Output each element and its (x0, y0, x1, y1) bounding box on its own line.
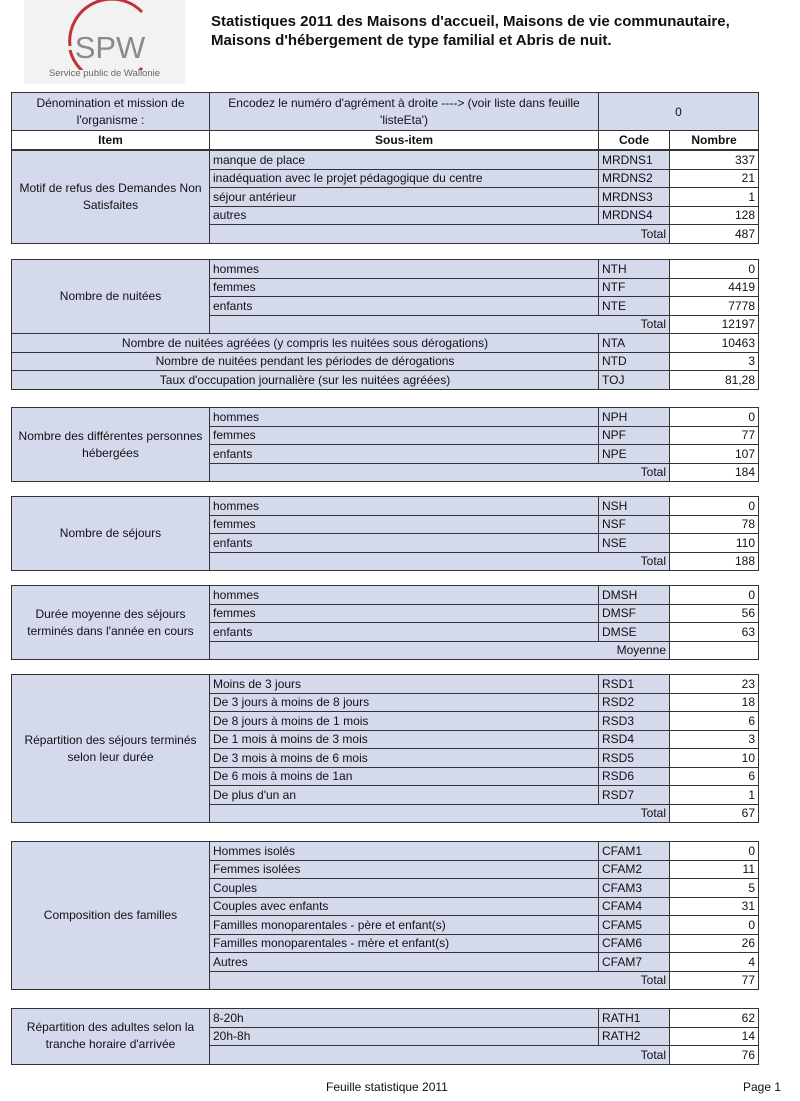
intro-table (11, 92, 759, 150)
duree-title: Durée moyenne des séjours terminés dans l'année en cours (12, 586, 210, 660)
subitem-label: enfants (210, 623, 599, 642)
code-cell: CFAM4 (599, 897, 670, 916)
subitem-label: De 6 mois à moins de 1an (210, 767, 599, 786)
code-cell: NTF (599, 278, 670, 297)
subitem-label: De 3 mois à moins de 6 mois (210, 749, 599, 768)
total-label: Total (210, 804, 670, 823)
repartition-title: Répartition des séjours terminés selon leur durée (12, 675, 210, 823)
code-cell: RSD7 (599, 786, 670, 805)
total-label: Total (210, 225, 670, 244)
code-cell: NSH (599, 497, 670, 516)
subitem-label: Autres (210, 953, 599, 972)
subitem-label: enfants (210, 297, 599, 316)
total-label: Total (210, 315, 670, 334)
value-cell[interactable]: 6 (670, 712, 759, 731)
code-cell: RSD2 (599, 693, 670, 712)
total-value: 77 (670, 971, 759, 990)
value-cell[interactable]: 110 (670, 534, 759, 553)
code-cell: MRDNS4 (599, 206, 670, 225)
value-cell[interactable]: 0 (670, 497, 759, 516)
repartition-table (11, 674, 759, 823)
code-cell: DMSH (599, 586, 670, 605)
value-cell[interactable]: 3 (670, 352, 759, 371)
value-cell[interactable]: 337 (670, 151, 759, 170)
code-cell: RATH1 (599, 1009, 670, 1028)
subitem-label: 8-20h (210, 1009, 599, 1028)
agrement-instruction: Encodez le numéro d'agrément à droite ----> (voir liste dans feuille 'listeEta') (210, 93, 599, 131)
subitem-label: Hommes isolés (210, 842, 599, 861)
nuitees-table (11, 259, 759, 390)
code-cell: NPF (599, 426, 670, 445)
code-cell: CFAM5 (599, 916, 670, 935)
personnes-title: Nombre des différentes personnes hébergées (12, 408, 210, 482)
code-cell: RSD4 (599, 730, 670, 749)
subitem-label: femmes (210, 426, 599, 445)
value-cell[interactable]: 78 (670, 515, 759, 534)
subitem-label: Couples (210, 879, 599, 898)
subitem-label: hommes (210, 408, 599, 427)
total-label: Total (210, 1046, 670, 1065)
value-cell[interactable]: 62 (670, 1009, 759, 1028)
code-cell: RSD1 (599, 675, 670, 694)
value-cell[interactable]: 77 (670, 426, 759, 445)
code-cell: CFAM7 (599, 953, 670, 972)
col-header-code: Code (599, 131, 670, 150)
code-cell: RATH2 (599, 1027, 670, 1046)
organisme-label: Dénomination et mission de l'organisme : (12, 93, 210, 131)
code-cell: RSD6 (599, 767, 670, 786)
familles-title: Composition des familles (12, 842, 210, 990)
code-cell: NTE (599, 297, 670, 316)
extra-label: Nombre de nuitées agréées (y compris les nuitées sous dérogations) (12, 334, 599, 353)
refus-table (11, 150, 759, 244)
moyenne-value (670, 641, 759, 660)
total-label: Total (210, 552, 670, 571)
code-cell: RSD5 (599, 749, 670, 768)
logo-text: SPW (74, 30, 146, 65)
value-cell[interactable]: 81,28 (670, 371, 759, 390)
value-cell[interactable]: 26 (670, 934, 759, 953)
code-cell: NSE (599, 534, 670, 553)
value-cell[interactable]: 18 (670, 693, 759, 712)
value-cell[interactable]: 56 (670, 604, 759, 623)
subitem-label: De plus d'un an (210, 786, 599, 805)
total-value: 12197 (670, 315, 759, 334)
subitem-label: Moins de 3 jours (210, 675, 599, 694)
value-cell[interactable]: 1 (670, 786, 759, 805)
personnes-table (11, 407, 759, 482)
familles-table (11, 841, 759, 990)
subitem-label: hommes (210, 260, 599, 279)
value-cell[interactable]: 128 (670, 206, 759, 225)
duree-table (11, 585, 759, 660)
value-cell[interactable]: 7778 (670, 297, 759, 316)
extra-label: Nombre de nuitées pendant les périodes de dérogations (12, 352, 599, 371)
value-cell[interactable]: 0 (670, 842, 759, 861)
footer-sheet-name: Feuille statistique 2011 (326, 1080, 448, 1094)
col-header-item: Item (12, 131, 210, 150)
value-cell[interactable]: 4 (670, 953, 759, 972)
code-cell: CFAM2 (599, 860, 670, 879)
value-cell[interactable]: 0 (670, 586, 759, 605)
code-cell: MRDNS2 (599, 169, 670, 188)
subitem-label: enfants (210, 534, 599, 553)
subitem-label: séjour antérieur (210, 188, 599, 207)
sejours-table (11, 496, 759, 571)
refus-title: Motif de refus des Demandes Non Satisfaites (12, 151, 210, 244)
value-cell[interactable]: 63 (670, 623, 759, 642)
value-cell[interactable]: 10 (670, 749, 759, 768)
col-header-subitem: Sous-item (210, 131, 599, 150)
code-cell: RSD3 (599, 712, 670, 731)
value-cell[interactable]: 31 (670, 897, 759, 916)
subitem-label: femmes (210, 515, 599, 534)
value-cell[interactable]: 5 (670, 879, 759, 898)
value-cell[interactable]: 0 (670, 408, 759, 427)
value-cell[interactable]: 4419 (670, 278, 759, 297)
value-cell[interactable]: 14 (670, 1027, 759, 1046)
subitem-label: manque de place (210, 151, 599, 170)
subitem-label: enfants (210, 445, 599, 464)
subitem-label: Familles monoparentales - mère et enfant(s) (210, 934, 599, 953)
code-cell: NSF (599, 515, 670, 534)
code-cell: NPE (599, 445, 670, 464)
total-label: Total (210, 971, 670, 990)
code-cell: CFAM3 (599, 879, 670, 898)
code-cell: NTA (599, 334, 670, 353)
total-value: 188 (670, 552, 759, 571)
footer-page-number: Page 1 (743, 1080, 782, 1094)
code-cell: DMSE (599, 623, 670, 642)
subitem-label: inadéquation avec le projet pédagogique du centre (210, 169, 599, 188)
value-cell[interactable]: 6 (670, 767, 759, 786)
extra-label: Taux d'occupation journalière (sur les nuitées agréées) (12, 371, 599, 390)
tranche-table (11, 1008, 759, 1065)
value-cell[interactable]: 1 (670, 188, 759, 207)
subitem-label: De 3 jours à moins de 8 jours (210, 693, 599, 712)
subitem-label: Femmes isolées (210, 860, 599, 879)
subitem-label: Couples avec enfants (210, 897, 599, 916)
code-cell: NPH (599, 408, 670, 427)
value-cell[interactable]: 0 (670, 260, 759, 279)
subitem-label: femmes (210, 604, 599, 623)
spw-logo (24, 0, 185, 84)
subitem-label: hommes (210, 497, 599, 516)
subitem-label: autres (210, 206, 599, 225)
logo-subtitle: Service public de Wallonie (48, 68, 161, 79)
value-cell[interactable]: 21 (670, 169, 759, 188)
subitem-label: Familles monoparentales - père et enfant(s) (210, 916, 599, 935)
total-value: 487 (670, 225, 759, 244)
agrement-input[interactable]: 0 (599, 93, 759, 131)
code-cell: DMSF (599, 604, 670, 623)
code-cell: NTD (599, 352, 670, 371)
value-cell[interactable]: 107 (670, 445, 759, 464)
code-cell: CFAM6 (599, 934, 670, 953)
subitem-label: De 8 jours à moins de 1 mois (210, 712, 599, 731)
moyenne-label: Moyenne (210, 641, 670, 660)
code-cell: CFAM1 (599, 842, 670, 861)
total-label: Total (210, 463, 670, 482)
sejours-title: Nombre de séjours (12, 497, 210, 571)
value-cell[interactable]: 10463 (670, 334, 759, 353)
code-cell: TOJ (599, 371, 670, 390)
total-value: 76 (670, 1046, 759, 1065)
total-value: 184 (670, 463, 759, 482)
value-cell[interactable]: 3 (670, 730, 759, 749)
code-cell: MRDNS1 (599, 151, 670, 170)
subitem-label: 20h-8h (210, 1027, 599, 1046)
code-cell: MRDNS3 (599, 188, 670, 207)
value-cell[interactable]: 0 (670, 916, 759, 935)
nuitees-title: Nombre de nuitées (12, 260, 210, 334)
subitem-label: femmes (210, 278, 599, 297)
col-header-nombre: Nombre (670, 131, 759, 150)
code-cell: NTH (599, 260, 670, 279)
value-cell[interactable]: 11 (670, 860, 759, 879)
total-value: 67 (670, 804, 759, 823)
tranche-title: Répartition des adultes selon la tranche horaire d'arrivée (12, 1009, 210, 1065)
value-cell[interactable]: 23 (670, 675, 759, 694)
subitem-label: hommes (210, 586, 599, 605)
subitem-label: De 1 mois à moins de 3 mois (210, 730, 599, 749)
page-title: Statistiques 2011 des Maisons d'accueil, Maisons de vie communautaire, Maisons d'hébergement de type familial et Abris de nuit. (211, 13, 730, 49)
